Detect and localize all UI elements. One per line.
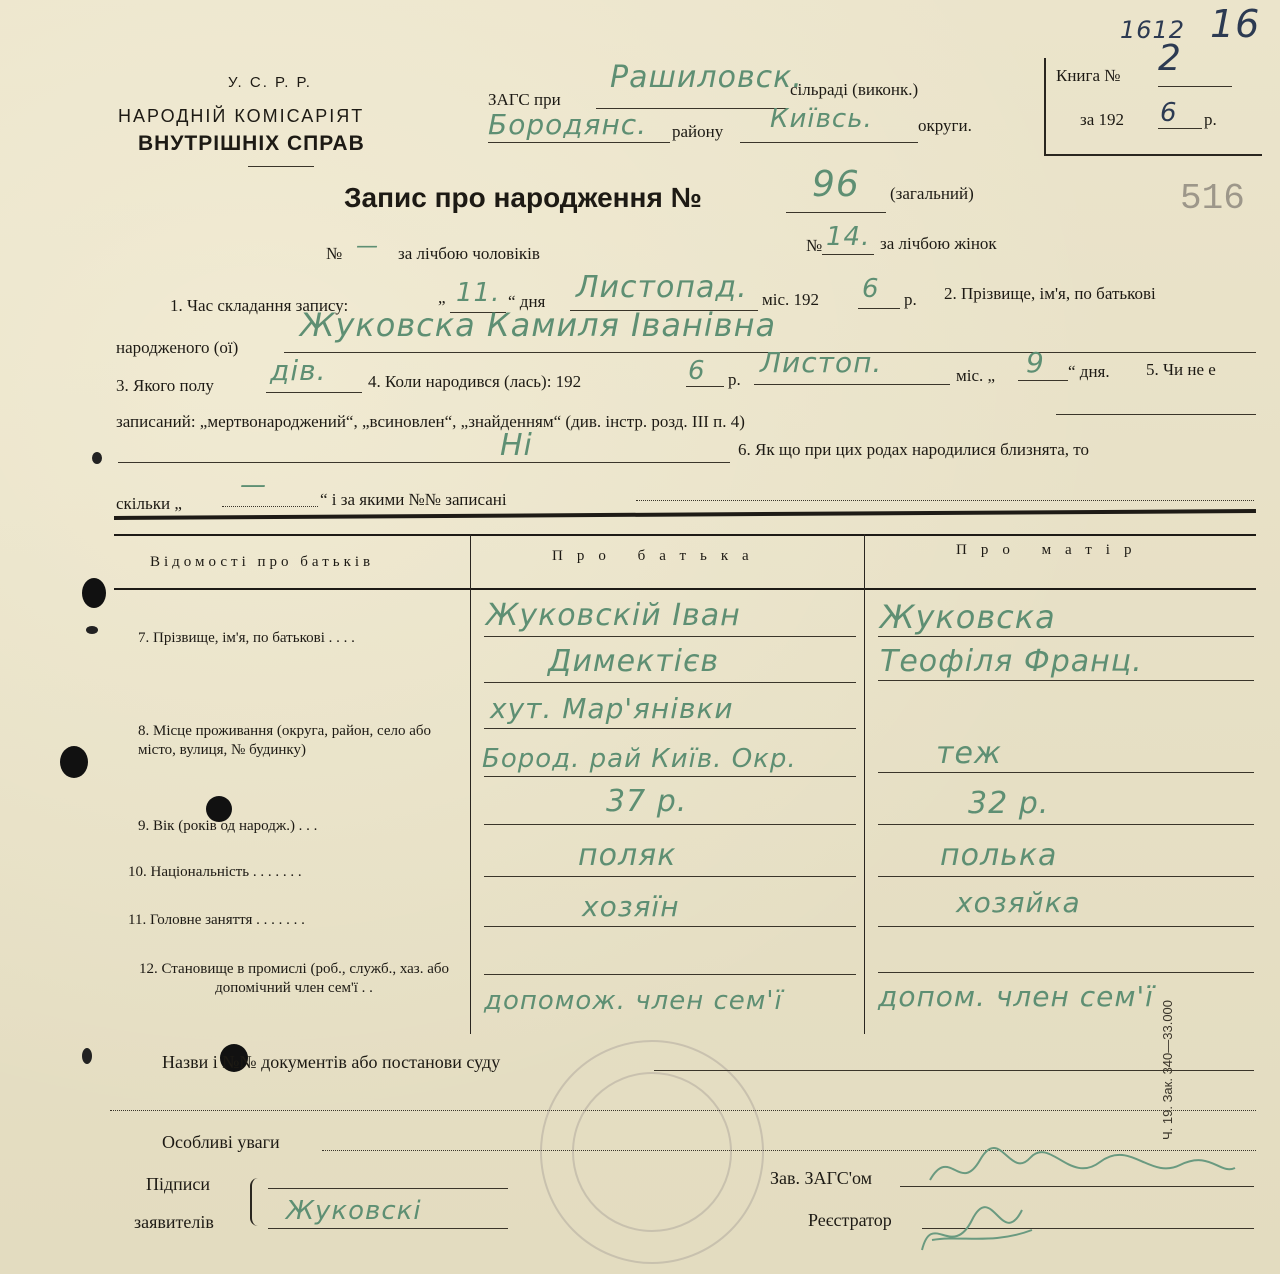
okruga-handwritten: Київсь. <box>770 104 873 134</box>
field5-label: 5. Чи не е <box>1146 360 1216 379</box>
father-age-handwritten: 37 р. <box>606 784 688 819</box>
book-number-line <box>1158 86 1232 87</box>
field6-label2: скільки „ <box>116 494 182 513</box>
field5-label2: записаний: „мертвонароджений“, „всиновлен“, „знайденням“ (див. інстр. розд. III п. 4) <box>116 412 745 431</box>
mother-occupation-handwritten: хозяйка <box>956 886 1081 919</box>
okruga-line <box>740 142 918 143</box>
rayon-suffix: району <box>672 122 724 141</box>
applicant-line2 <box>268 1228 508 1229</box>
father-nationality-handwritten: поляк <box>578 838 677 873</box>
col-header-info: Відомості про батьків <box>150 554 375 570</box>
punch-hole <box>86 626 98 634</box>
documents-line2 <box>110 1110 1256 1111</box>
top-code-handwritten: 1612 <box>1120 16 1186 44</box>
record-number-handwritten: 96 <box>812 164 860 205</box>
row-label-residence-text: 8. Місце проживання (округа, район, село або місто, вулиця, № будинку) <box>138 723 432 758</box>
year-handwritten: 6 <box>862 274 880 304</box>
table-header-bottom <box>114 588 1256 590</box>
sex-handwritten: дів. <box>270 354 327 387</box>
birth-day-line <box>1018 380 1068 381</box>
mother-given-handwritten: Теофіля Франц. <box>880 644 1143 679</box>
applicant-line <box>268 1188 508 1189</box>
row-line <box>484 636 856 637</box>
numbers-line <box>636 500 1254 501</box>
row-label-position-text: 12. Становище в промислі (роб., служб., хаз. або допомічний член сем'ї . . <box>139 961 449 996</box>
okruga-suffix: округи. <box>918 116 972 135</box>
col-header-father: Про батька <box>552 548 763 564</box>
registrar-signature-scribble <box>912 1190 1052 1270</box>
notes-label: Особливі уваги <box>162 1132 280 1152</box>
punch-hole <box>82 578 106 608</box>
mother-name-handwritten: Жуковска <box>880 598 1056 636</box>
row-label-residence <box>138 722 468 760</box>
twins-line <box>222 506 318 507</box>
field6-label: 6. Як що при цих родах народилися близнята, то <box>738 440 1089 459</box>
field1-month-suffix: міс. 192 <box>762 290 820 309</box>
punch-hole <box>82 1048 92 1064</box>
table-top-rule <box>114 509 1256 520</box>
male-no-label: № <box>326 244 343 263</box>
father-position-handwritten: допомож. член сем'ї <box>484 986 783 1016</box>
male-label: за лічбою чоловіків <box>398 244 540 263</box>
field5-line <box>1056 414 1256 415</box>
book-year-handwritten: 6 <box>1160 98 1178 128</box>
book-year-prefix: за 192 <box>1080 110 1125 129</box>
female-count-handwritten: 14. <box>826 222 871 252</box>
table-col-divider <box>470 534 471 1034</box>
side-print-text: Ч. 19. Зак. 340—33.000 <box>1160 999 1175 1140</box>
registrar-label: Реєстратор <box>808 1210 892 1230</box>
field4-day-suffix: “ дня. <box>1068 362 1110 381</box>
book-year-line <box>1158 128 1202 129</box>
record-number-line <box>786 212 886 213</box>
row-label-occupation: 11. Головне заняття . . . . . . . <box>128 912 305 928</box>
field4-year-suffix: р. <box>728 370 741 389</box>
field3-label: 3. Якого полу <box>116 376 214 395</box>
republic-label: У. С. Р. Р. <box>228 74 312 91</box>
book-year-suffix: р. <box>1204 110 1217 129</box>
row-line <box>878 680 1254 681</box>
field4-label: 4. Коли народився (лась): 192 <box>368 372 582 391</box>
documents-label: Назви і №№ документів або постанови суду <box>162 1052 501 1072</box>
stamp-number: 516 <box>1180 178 1245 219</box>
row-line <box>878 636 1254 637</box>
row-label-name: 7. Прізвище, ім'я, по батькові . . . . <box>138 630 355 646</box>
row-label-nationality: 10. Національність . . . . . . . <box>128 864 302 880</box>
row-line <box>878 824 1254 825</box>
ministry-label: ВНУТРІШНІХ СПРАВ <box>138 132 365 155</box>
official-stamp-inner <box>572 1072 732 1232</box>
commissariat-label: НАРОДНІЙ КОМІСАРІЯТ <box>118 106 365 126</box>
father-residence-handwritten: хут. Мар'янівки <box>490 692 734 725</box>
birth-month-handwritten: Листоп. <box>760 346 883 379</box>
father-patronymic-handwritten: Димектієв <box>548 644 720 679</box>
birth-day-handwritten: 9 <box>1026 346 1045 379</box>
twins-handwritten: — <box>240 470 267 500</box>
mother-residence-handwritten: теж <box>936 736 1002 771</box>
field1-day-close: “ дня <box>508 292 546 311</box>
year-line <box>858 308 900 309</box>
punch-hole <box>60 746 88 778</box>
row-line <box>484 926 856 927</box>
father-name-handwritten: Жуковскій Іван <box>486 598 741 633</box>
table-col-divider <box>864 534 865 1034</box>
row-line <box>878 926 1254 927</box>
sex-line <box>266 392 362 393</box>
father-occupation-handwritten: хозяїн <box>582 890 680 923</box>
day-handwritten: 11. <box>456 278 501 308</box>
selrada-suffix: сільраді (виконк.) <box>790 80 919 99</box>
applicant-signature-handwritten: Жуковскі <box>286 1196 422 1226</box>
rayon-handwritten: Бородянс. <box>488 108 648 141</box>
mother-nationality-handwritten: полька <box>940 838 1058 873</box>
female-label: за лічбою жінок <box>880 234 997 253</box>
month-handwritten: Листопад. <box>576 270 748 305</box>
name-handwritten: Жуковска Камиля Іванівна <box>300 306 777 344</box>
status-line <box>118 462 730 463</box>
field6-label3: “ і за якими №№ записані <box>320 490 507 509</box>
field4-month-suffix: міс. „ <box>956 366 996 385</box>
birth-year-handwritten: 6 <box>688 356 706 386</box>
father-residence2-handwritten: Бород. рай Київ. Окр. <box>482 744 797 774</box>
birth-month-line <box>754 384 950 385</box>
field1-day-open: „ <box>438 288 446 307</box>
birth-year-line <box>686 386 724 387</box>
signatures-label: Підписи <box>146 1174 211 1194</box>
female-no-label: № <box>806 236 823 255</box>
male-count-handwritten: — <box>356 234 379 259</box>
row-label-age: 9. Вік (років од народж.) . . . <box>138 818 318 834</box>
row-line <box>484 776 856 777</box>
row-line <box>484 974 856 975</box>
zags-prefix: ЗАГС при <box>488 90 561 109</box>
row-line <box>878 876 1254 877</box>
rayon-line <box>488 142 670 143</box>
female-count-line <box>822 254 874 255</box>
row-line <box>484 824 856 825</box>
row-label-position <box>128 960 460 998</box>
applicants-label: заявителів <box>134 1212 214 1232</box>
divider <box>248 166 314 167</box>
top-number-handwritten: 16 <box>1210 2 1261 46</box>
row-line <box>484 728 856 729</box>
punch-hole <box>92 452 102 464</box>
field1-year-suffix: р. <box>904 290 917 309</box>
record-suffix: (загальний) <box>890 184 974 203</box>
row-line <box>878 972 1254 973</box>
signature-brace <box>250 1178 262 1226</box>
row-line <box>484 876 856 877</box>
book-label: Книга № <box>1056 66 1121 85</box>
field2-label: 2. Прізвище, ім'я, по батькові <box>944 284 1156 303</box>
field2-label2: народженого (ої) <box>116 338 239 357</box>
status-handwritten: Ні <box>500 428 533 463</box>
book-number-handwritten: 2 <box>1158 38 1182 79</box>
mother-age-handwritten: 32 р. <box>968 786 1050 821</box>
record-title: Запис про народження № <box>344 182 702 213</box>
mother-position-handwritten: допом. член сем'ї <box>878 980 1154 1013</box>
field1-label: 1. Час складання запису: <box>170 296 349 315</box>
row-line <box>484 682 856 683</box>
row-line <box>878 772 1254 773</box>
head-label: Зав. ЗАГС'ом <box>770 1168 872 1188</box>
col-header-mother: Про матір <box>956 542 1146 558</box>
table-header-rule <box>114 534 1256 536</box>
selrada-handwritten: Рашиловск. <box>610 60 803 95</box>
